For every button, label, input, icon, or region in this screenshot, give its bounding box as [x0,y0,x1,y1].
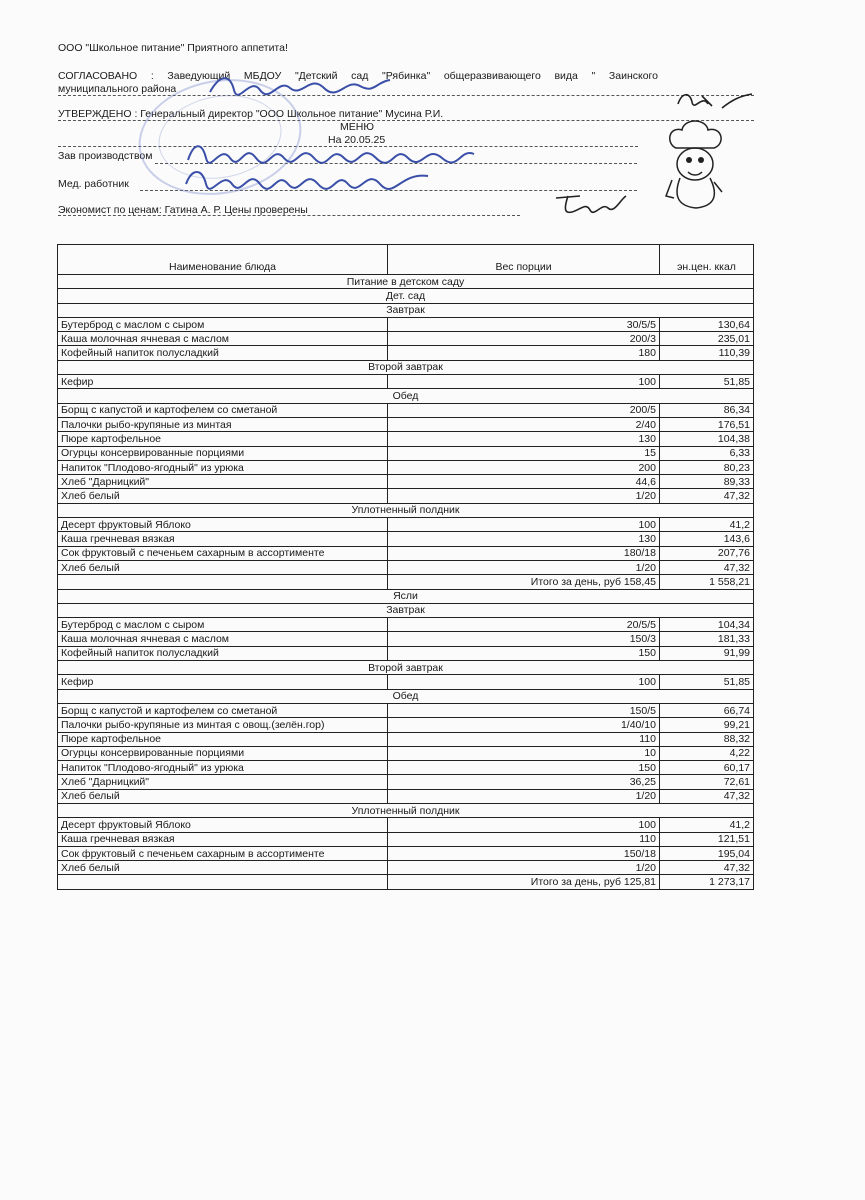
energy-kcal: 99,21 [660,718,754,732]
section-row [58,275,754,289]
table-row [58,460,754,474]
table-row [58,432,754,446]
dish-name: Сок фруктовый с печеньем сахарным в ассортименте [58,546,388,560]
dish-name: Десерт фруктовый Яблоко [58,518,388,532]
portion-weight: 200/3 [388,332,660,346]
energy-kcal: 80,23 [660,460,754,474]
energy-kcal: 41,2 [660,518,754,532]
agreed-divider [58,95,754,96]
total-label: Итого за день, руб 125,81 [388,875,660,889]
energy-kcal: 88,32 [660,732,754,746]
table-row [58,446,754,460]
portion-weight: 150 [388,761,660,775]
section-title: Уплотненный полдник [58,503,754,517]
total-row [58,875,754,889]
energy-kcal: 41,2 [660,818,754,832]
dish-name: Напиток "Плодово-ягодный" из урюка [58,761,388,775]
total-kcal: 1 273,17 [660,875,754,889]
dish-name: Пюре картофельное [58,432,388,446]
table-row [58,618,754,632]
portion-weight: 180/18 [388,546,660,560]
dish-name: Хлеб "Дарницкий" [58,775,388,789]
dish-name: Напиток "Плодово-ягодный" из урюка [58,460,388,474]
energy-kcal: 104,38 [660,432,754,446]
section-row [58,360,754,374]
section-title: Второй завтрак [58,360,754,374]
dish-name: Десерт фруктовый Яблоко [58,818,388,832]
section-row [58,689,754,703]
col-header-weight: Вес порции [388,245,660,275]
energy-kcal: 51,85 [660,375,754,389]
menu-table-body [58,275,754,890]
section-row [58,603,754,617]
dish-name: Кофейный напиток полусладкий [58,346,388,360]
table-row [58,703,754,717]
col-header-dish: Наименование блюда [58,245,388,275]
energy-kcal: 47,32 [660,489,754,503]
portion-weight: 180 [388,346,660,360]
portion-weight: 36,25 [388,775,660,789]
energy-kcal: 121,51 [660,832,754,846]
table-row [58,732,754,746]
energy-kcal: 176,51 [660,417,754,431]
table-row [58,475,754,489]
energy-kcal: 91,99 [660,646,754,660]
total-blank-cell [58,875,388,889]
portion-weight: 1/20 [388,789,660,803]
portion-weight: 130 [388,532,660,546]
dish-name: Палочки рыбо-крупяные из минтая [58,417,388,431]
section-row [58,503,754,517]
total-row [58,575,754,589]
portion-weight: 150 [388,646,660,660]
table-row [58,346,754,360]
table-row [58,718,754,732]
table-row [58,403,754,417]
portion-weight: 30/5/5 [388,317,660,331]
col-header-kcal: эн.цен. ккал [660,245,754,275]
table-row [58,332,754,346]
chef-cartoon-icon [662,118,732,213]
section-row [58,389,754,403]
portion-weight: 150/18 [388,846,660,860]
economist-divider [58,215,520,216]
energy-kcal: 51,85 [660,675,754,689]
table-row [58,675,754,689]
total-label: Итого за день, руб 158,45 [388,575,660,589]
energy-kcal: 130,64 [660,317,754,331]
table-row [58,861,754,875]
section-row [58,289,754,303]
dish-name: Каша молочная ячневая с маслом [58,632,388,646]
table-row [58,417,754,431]
table-row [58,560,754,574]
production-head-label: Зав производством [58,150,153,162]
dish-name: Палочки рыбо-крупяные из минтая с овощ.(зелён.гор) [58,718,388,732]
dish-name: Хлеб "Дарницкий" [58,475,388,489]
section-title: Уплотненный полдник [58,803,754,817]
dish-name: Огурцы консервированные порциями [58,746,388,760]
portion-weight: 130 [388,432,660,446]
portion-weight: 20/5/5 [388,618,660,632]
table-row [58,761,754,775]
energy-kcal: 235,01 [660,332,754,346]
dish-name: Огурцы консервированные порциями [58,446,388,460]
dish-name: Кефир [58,375,388,389]
portion-weight: 110 [388,732,660,746]
energy-kcal: 89,33 [660,475,754,489]
energy-kcal: 86,34 [660,403,754,417]
energy-kcal: 47,32 [660,560,754,574]
dish-name: Бутерброд с маслом с сыром [58,618,388,632]
signature-medic-icon [178,162,438,196]
table-header-row [58,245,754,275]
table-row [58,317,754,331]
portion-weight: 150/3 [388,632,660,646]
signature-approved-icon [672,86,762,116]
table-row [58,489,754,503]
section-title: Завтрак [58,603,754,617]
portion-weight: 100 [388,818,660,832]
dish-name: Борщ с капустой и картофелем со сметаной [58,403,388,417]
menu-date: На 20.05.25 [328,134,386,146]
portion-weight: 44,6 [388,475,660,489]
table-row [58,775,754,789]
dish-name: Пюре картофельное [58,732,388,746]
portion-weight: 200 [388,460,660,474]
table-row [58,546,754,560]
section-title: Ясли [58,589,754,603]
portion-weight: 1/20 [388,489,660,503]
portion-weight: 1/20 [388,861,660,875]
company-title: ООО "Школьное питание" Приятного аппетита! [58,42,288,54]
portion-weight: 1/20 [388,560,660,574]
energy-kcal: 47,32 [660,789,754,803]
section-row [58,803,754,817]
table-row [58,632,754,646]
dish-name: Хлеб белый [58,560,388,574]
table-row [58,532,754,546]
energy-kcal: 110,39 [660,346,754,360]
dish-name: Каша гречневая вязкая [58,832,388,846]
portion-weight: 100 [388,375,660,389]
table-row [58,818,754,832]
energy-kcal: 207,76 [660,546,754,560]
portion-weight: 100 [388,675,660,689]
dish-name: Бутерброд с маслом с сыром [58,317,388,331]
portion-weight: 2/40 [388,417,660,431]
economist-line: Экономист по ценам: Гатина А. Р. Цены проверены [58,204,308,216]
dish-name: Кефир [58,675,388,689]
energy-kcal: 60,17 [660,761,754,775]
signature-economist-icon [550,190,630,220]
section-title: Обед [58,389,754,403]
menu-title: МЕНЮ [340,121,374,133]
table-row [58,789,754,803]
total-blank-cell [58,575,388,589]
portion-weight: 100 [388,518,660,532]
total-kcal: 1 558,21 [660,575,754,589]
approved-line: УТВЕРЖДЕНО : Генеральный директор "ООО Школьное питание" Мусина Р.И. [58,108,444,120]
dish-name: Каша молочная ячневая с маслом [58,332,388,346]
section-title: Питание в детском саду [58,275,754,289]
dish-name: Хлеб белый [58,489,388,503]
portion-weight: 150/5 [388,703,660,717]
energy-kcal: 181,33 [660,632,754,646]
energy-kcal: 72,61 [660,775,754,789]
section-title: Завтрак [58,303,754,317]
portion-weight: 200/5 [388,403,660,417]
dish-name: Борщ с капустой и картофелем со сметаной [58,703,388,717]
table-row [58,832,754,846]
agreed-line-2: муниципального района [58,83,177,95]
energy-kcal: 4,22 [660,746,754,760]
energy-kcal: 143,6 [660,532,754,546]
section-row [58,303,754,317]
table-row [58,846,754,860]
energy-kcal: 6,33 [660,446,754,460]
dish-name: Сок фруктовый с печеньем сахарным в ассортименте [58,846,388,860]
menu-table [57,244,754,890]
section-title: Обед [58,689,754,703]
portion-weight: 110 [388,832,660,846]
table-row [58,746,754,760]
portion-weight: 1/40/10 [388,718,660,732]
dish-name: Кофейный напиток полусладкий [58,646,388,660]
table-row [58,375,754,389]
section-row [58,661,754,675]
table-row [58,518,754,532]
energy-kcal: 195,04 [660,846,754,860]
energy-kcal: 66,74 [660,703,754,717]
portion-weight: 10 [388,746,660,760]
dish-name: Хлеб белый [58,861,388,875]
medic-label: Мед. работник [58,178,129,190]
section-title: Дет. сад [58,289,754,303]
table-row [58,646,754,660]
dish-name: Каша гречневая вязкая [58,532,388,546]
energy-kcal: 47,32 [660,861,754,875]
section-row [58,589,754,603]
signature-agreed-icon [200,64,400,104]
dish-name: Хлеб белый [58,789,388,803]
energy-kcal: 104,34 [660,618,754,632]
portion-weight: 15 [388,446,660,460]
section-title: Второй завтрак [58,661,754,675]
agreed-line-1: СОГЛАСОВАНО : Заведующий МБДОУ "Детский сад "Рябинка" общеразвивающего вида " Заинского [58,70,658,82]
